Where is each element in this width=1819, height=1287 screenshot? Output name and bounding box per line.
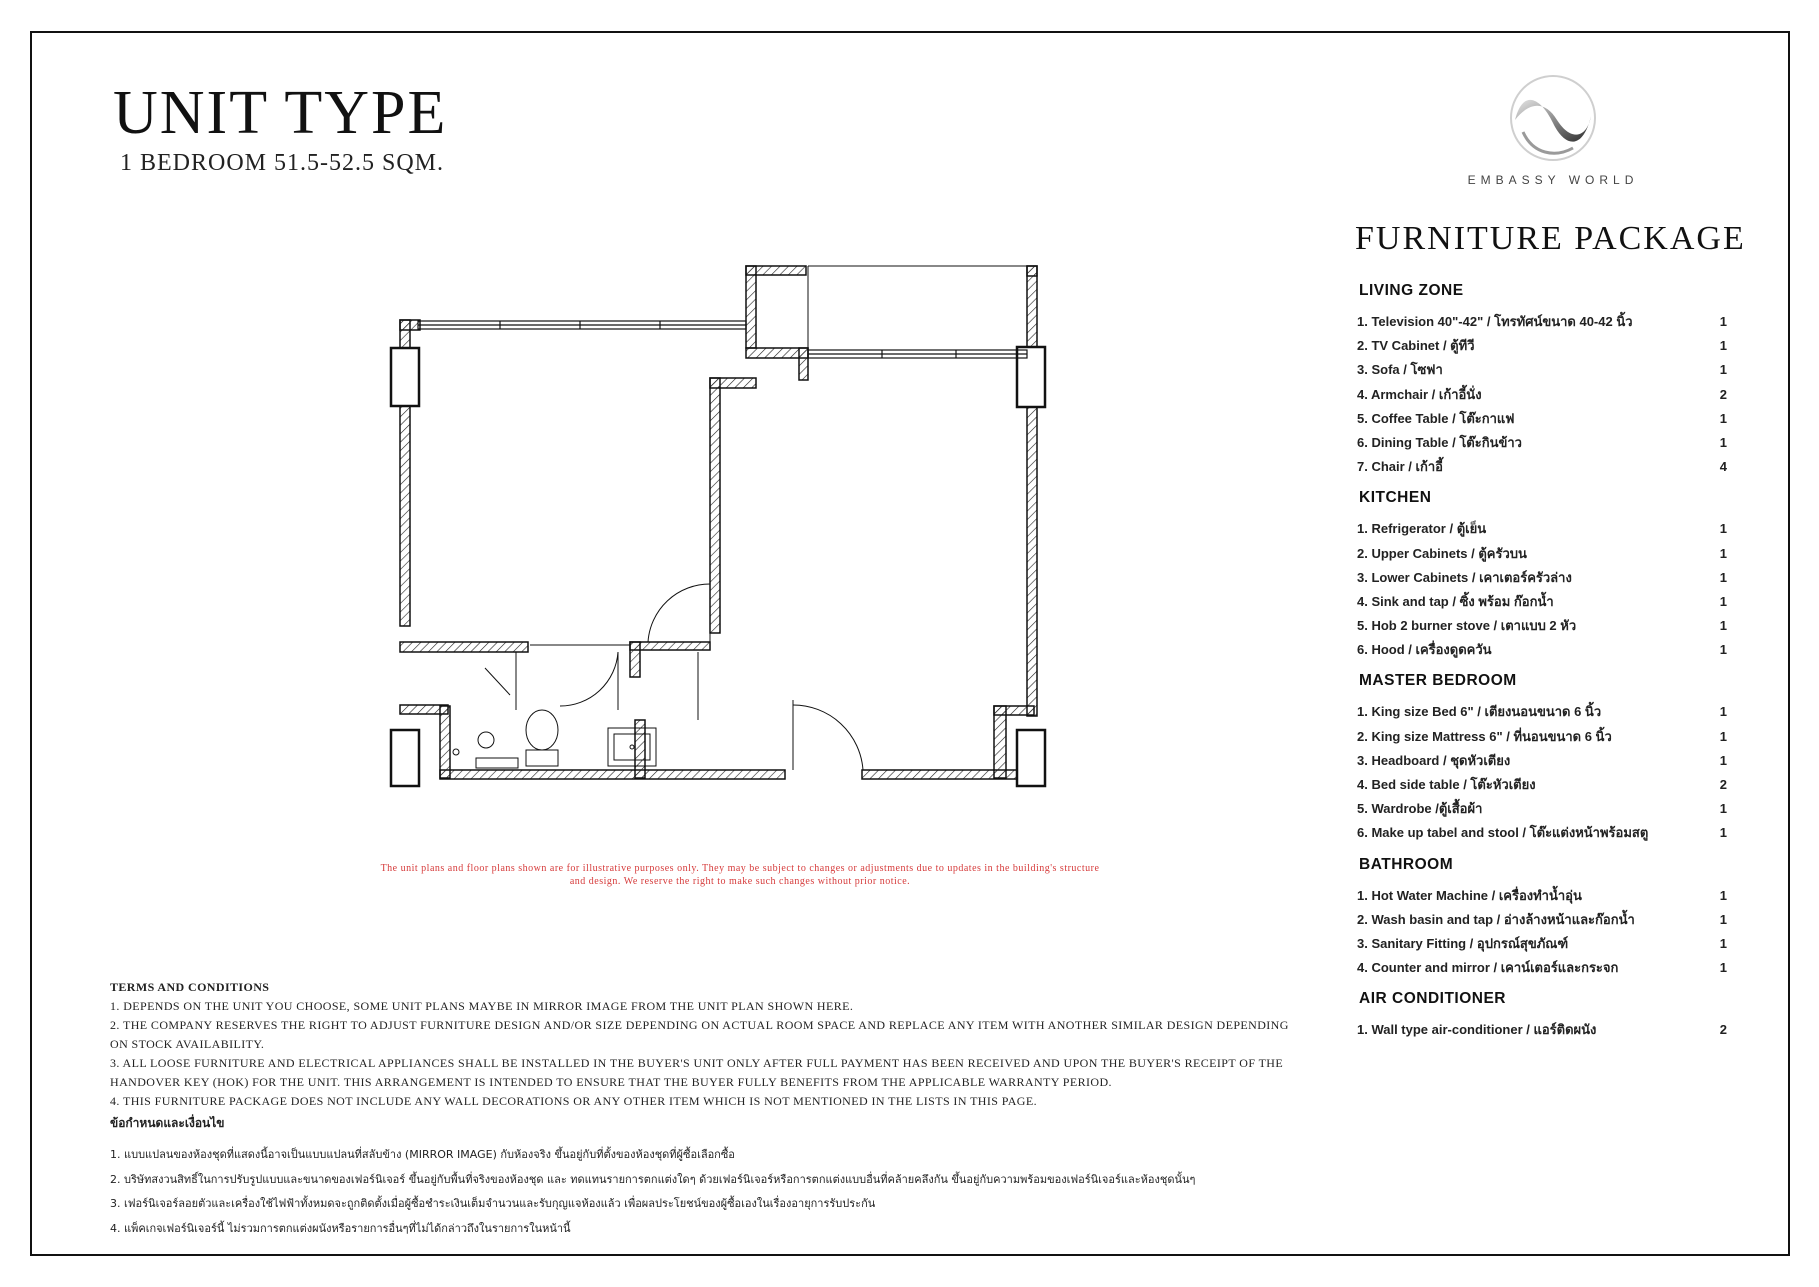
item-label: 4. Sink and tap / ซิ้ง พร้อม ก๊อกน้ำ [1357, 593, 1554, 609]
item-label: 3. Sanitary Fitting / อุปกรณ์สุขภัณฑ์ [1357, 935, 1569, 951]
item-qty: 1 [1719, 521, 1727, 537]
item-qty: 1 [1719, 911, 1727, 927]
list-item [1357, 334, 1727, 358]
list-item [1357, 638, 1727, 662]
section-air-conditioner [1357, 990, 1727, 1042]
item-label: 5. Hob 2 burner stove / เตาแบบ 2 หัว [1357, 618, 1577, 634]
wall-bottom-right-pier [994, 706, 1006, 778]
wall-balcony-stub [799, 348, 808, 380]
wall-shaft-top [400, 705, 448, 714]
wall-pier-top [994, 706, 1034, 715]
section-master-bedroom [1357, 672, 1727, 845]
section-title: BATHROOM [1359, 855, 1454, 873]
list-item [1357, 956, 1727, 980]
vanity-counter [476, 758, 518, 768]
floor-drain-icon [453, 749, 459, 755]
basin-icon [478, 732, 494, 748]
walls [400, 266, 1037, 779]
terms-and-conditions [110, 978, 1310, 1111]
item-label: 6. Make up tabel and stool / โต๊ะแต่งหน้าพร้อมสตู [1357, 825, 1649, 841]
list-item [1357, 773, 1727, 797]
item-label: 5. Wardrobe /ตู้เสื้อผ้า [1357, 801, 1483, 817]
item-label: 4. Armchair / เก้าอี้นั่ง [1357, 386, 1482, 402]
shower-screen [485, 668, 510, 695]
list-item [1357, 1018, 1727, 1042]
item-label: 7. Chair / เก้าอี้ [1357, 459, 1443, 475]
column [1017, 347, 1045, 407]
section-bathroom [1357, 856, 1727, 981]
wall-partition [710, 378, 720, 633]
terms-thai-line: 3. เฟอร์นิเจอร์ลอยตัวและเครื่องใช้ไฟฟ้าทั้งหมดจะถูกติดตั้งเมื่อผู้ซื้อชำระเงินเต็มจำนวนและรับกุญแจห้องแล้ว เพื่อผลประโยชน์ของผู้ซื้อเองในเรื่องอายุการรับประกัน [110, 1197, 876, 1210]
item-qty: 1 [1719, 960, 1727, 976]
wall-bath-top-right [630, 642, 710, 650]
item-qty: 2 [1719, 386, 1727, 402]
unit-size-subtitle: 1 BEDROOM 51.5-52.5 SQM. [120, 150, 445, 176]
terms-line: 1. DEPENDS ON THE UNIT YOU CHOOSE, SOME UNIT PLANS MAYBE IN MIRROR IMAGE FROM THE UNIT PLAN SHOWN HERE. [110, 999, 854, 1013]
item-qty: 4 [1719, 459, 1727, 475]
item-label: 4. Counter and mirror / เคาน์เตอร์และกระจก [1357, 960, 1619, 976]
item-qty: 1 [1719, 704, 1727, 720]
terms-line: 2. THE COMPANY RESERVES THE RIGHT TO ADJUST FURNITURE DESIGN AND/OR SIZE DEPENDING ON ACTUAL ROOM SPACE AND REPLACE ANY ITEM WITH ANOTHER SIMILAR DESIGN DEPENDING ON STOCK AVAILABILITY. [110, 1018, 1289, 1051]
windows [418, 266, 1027, 358]
item-qty: 1 [1719, 935, 1727, 951]
list-item [1357, 590, 1727, 614]
sink-drain [630, 745, 634, 749]
wall-bath-left [440, 706, 450, 778]
wall-top-left [400, 320, 420, 330]
section-living-zone [1357, 282, 1727, 479]
item-label: 1. Wall type air-conditioner / แอร์ติดผนัง [1357, 1022, 1597, 1038]
item-label: 1. Refrigerator / ตู้เย็น [1357, 521, 1487, 537]
list-item [1357, 566, 1727, 590]
item-qty: 1 [1719, 569, 1727, 585]
item-label: 2. King size Mattress 6" / ที่นอนขนาด 6 นิ้ว [1357, 728, 1612, 744]
terms-title: TERMS AND CONDITIONS [110, 980, 270, 994]
list-item [1357, 700, 1727, 724]
wall-bottom-right [862, 770, 1037, 779]
list-item [1357, 542, 1727, 566]
section-title: KITCHEN [1359, 489, 1432, 507]
toilet-icon [526, 710, 558, 750]
furniture-list [1357, 282, 1727, 1053]
wall-bath-stub [630, 642, 640, 677]
list-item [1357, 725, 1727, 749]
logo-emblem-icon [1483, 68, 1623, 168]
terms-line: 3. ALL LOOSE FURNITURE AND ELECTRICAL APPLIANCES SHALL BE INSTALLED IN THE BUYER'S UNIT ONLY AFTER FULL PAYMENT HAS BEEN RECEIVED AND UPON THE BUYER'S RECEIPT OF THE HANDOVER KEY (HOK) FOR THE UNIT. THIS ARRANGEMENT IS INTENDED TO ENSURE THAT THE BUYER FULLY BENEFITS FROM THE APPLICABLE WARRANTY PERIOD. [110, 1056, 1284, 1089]
fixtures [453, 710, 656, 768]
section-title: LIVING ZONE [1359, 282, 1464, 299]
item-qty: 1 [1719, 314, 1727, 329]
terms-thai-line: 4. แพ็คเกจเฟอร์นิเจอร์นี้ ไม่รวมการตกแต่งผนังหรือรายการอื่นๆที่ไม่ได้กล่าวถึงในรายการในหน้านี้ [110, 1221, 571, 1235]
wall-right [1027, 266, 1037, 716]
wall-bottom-left [440, 770, 785, 779]
disclaimer [240, 862, 1240, 888]
item-label: 6. Hood / เครื่องดูดควัน [1357, 642, 1492, 658]
list-item [1357, 821, 1727, 845]
item-qty: 2 [1719, 1022, 1727, 1038]
item-label: 1. Hot Water Machine / เครื่องทำน้ำอุ่น [1357, 887, 1582, 903]
item-qty: 1 [1719, 434, 1727, 450]
section-title: MASTER BEDROOM [1359, 672, 1517, 690]
furniture-package-title: FURNITURE PACKAGE [1355, 220, 1746, 257]
terms-thai-line: 2. บริษัทสงวนสิทธิ์ในการปรับรูปแบบและขนาดของเฟอร์นิเจอร์ ขึ้นอยู่กับพื้นที่จริงของห้องชุด และ ทดแทนรายการตกแต่งใดๆ ด้วยเฟอร์นิเจอร์หรือการตกแต่งแบบอื่นที่คล้ายคลึงกัน ขึ้นอยู่กับความพร้อมของเฟอร์นิเจอร์และห้องชุดนั้นๆ [110, 1172, 1196, 1186]
list-item [1357, 517, 1727, 541]
embassy-world-logo [1448, 68, 1658, 194]
logo-text: EMBASSY WORLD [1467, 173, 1639, 187]
item-qty: 1 [1719, 887, 1727, 903]
disclaimer-line: The unit plans and floor plans shown are for illustrative purposes only. They may be subject to changes or adjustments due to updates in the building's structure [380, 863, 1100, 874]
item-label: 2. Upper Cabinets / ตู้ครัวบน [1357, 545, 1527, 561]
item-qty: 1 [1719, 728, 1727, 744]
item-label: 4. Bed side table / โต๊ะหัวเตียง [1357, 777, 1536, 792]
column [391, 348, 419, 406]
wall-bath-top [400, 642, 528, 652]
list-item [1357, 932, 1727, 956]
wall-balcony-top [746, 266, 806, 275]
item-label: 6. Dining Table / โต๊ะกินข้าว [1357, 434, 1522, 450]
column [391, 730, 419, 786]
list-item [1357, 455, 1727, 479]
list-item [1357, 797, 1727, 821]
list-item [1357, 407, 1727, 431]
list-item [1357, 908, 1727, 932]
item-qty: 1 [1719, 410, 1727, 426]
doors [485, 584, 863, 770]
wall-bath-right [635, 720, 645, 778]
section-kitchen [1357, 489, 1727, 662]
item-label: 3. Headboard / ชุดหัวเตียง [1357, 752, 1511, 768]
section-title: AIR CONDITIONER [1359, 990, 1506, 1008]
item-qty: 1 [1719, 545, 1727, 561]
item-label: 1. Television 40"-42" / โทรทัศน์ขนาด 40-42 นิ้ว [1357, 314, 1633, 329]
item-qty: 1 [1719, 642, 1727, 658]
list-item [1357, 884, 1727, 908]
item-qty: 1 [1719, 752, 1727, 768]
page-title: UNIT TYPE [113, 79, 448, 147]
floor-plan [380, 250, 1080, 800]
door-swing-bedroom [648, 584, 710, 642]
item-label: 2. TV Cabinet / ตู้ทีวี [1357, 338, 1475, 354]
wall-balcony-left [746, 266, 756, 348]
item-qty: 1 [1719, 618, 1727, 634]
toilet-tank [526, 750, 558, 766]
door-swing-entrance [793, 705, 863, 770]
item-qty: 1 [1719, 825, 1727, 841]
item-qty: 2 [1719, 777, 1727, 792]
item-label: 3. Lower Cabinets / เคาเตอร์ครัวล่าง [1357, 569, 1572, 585]
floor-plan-drawing [380, 250, 1080, 800]
list-item [1357, 383, 1727, 407]
terms-thai-line: 1. แบบแปลนของห้องชุดที่แสดงนี้อาจเป็นแบบแปลนที่สลับข้าง (MIRROR IMAGE) กับห้องจริง ขึ้นอยู่กับที่ตั้งของห้องชุดที่ผู้ซื้อเลือกซื้อ [110, 1148, 735, 1161]
column [1017, 730, 1045, 786]
item-label: 1. King size Bed 6" / เตียงนอนขนาด 6 นิ้ว [1357, 704, 1602, 720]
item-label: 5. Coffee Table / โต๊ะกาแฟ [1357, 410, 1515, 426]
disclaimer-line: and design. We reserve the right to make such changes without prior notice. [569, 876, 911, 887]
item-label: 2. Wash basin and tap / อ่างล้างหน้าและก๊อกน้ำ [1357, 911, 1635, 927]
door-swing-bath [560, 652, 618, 706]
item-label: 3. Sofa / โซฟา [1357, 362, 1443, 378]
item-qty: 1 [1719, 362, 1727, 378]
list-item [1357, 358, 1727, 382]
terms-line: 4. THIS FURNITURE PACKAGE DOES NOT INCLUDE ANY WALL DECORATIONS OR ANY OTHER ITEM WHICH IS NOT MENTIONED IN THE LISTS IN THIS PAGE. [110, 1094, 1037, 1108]
list-item [1357, 749, 1727, 773]
list-item [1357, 431, 1727, 455]
item-qty: 1 [1719, 338, 1727, 354]
item-qty: 1 [1719, 801, 1727, 817]
item-qty: 1 [1719, 593, 1727, 609]
list-item [1357, 614, 1727, 638]
wall-partition-top [710, 378, 756, 388]
terms-thai [110, 1114, 1340, 1241]
terms-thai-title: ข้อกำหนดและเงื่อนไข [110, 1116, 225, 1130]
list-item [1357, 310, 1727, 334]
